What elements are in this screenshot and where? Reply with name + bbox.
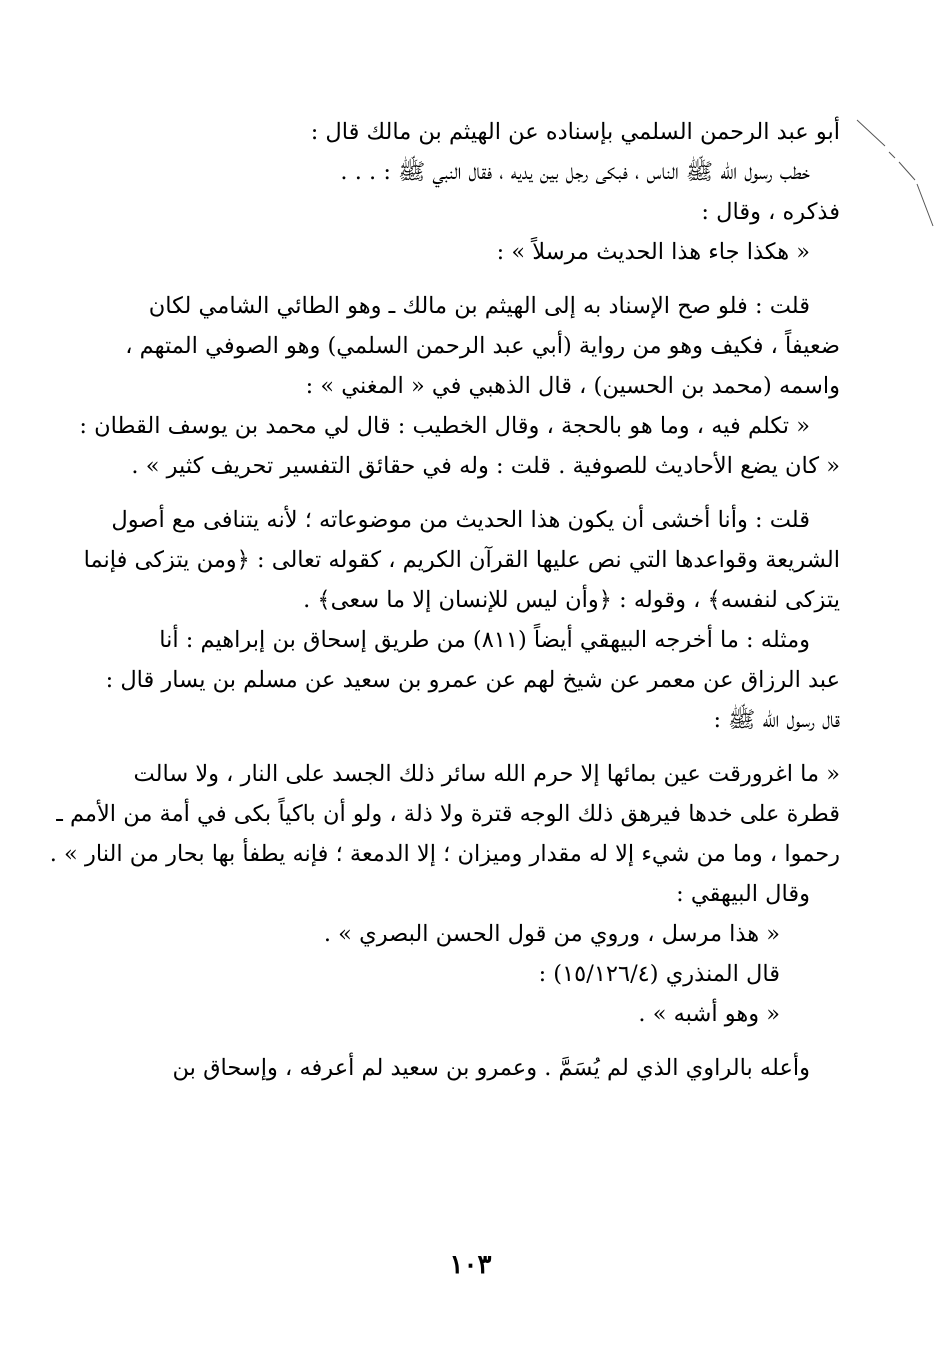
text-line-1: أبو عبد الرحمن السلمي بإسناده عن الهيثم بن مالك قال :	[310, 119, 840, 145]
page-number: ١٠٣	[449, 1250, 492, 1280]
text-line-8: « تكلم فيه ، وما هو بالحجة ، وقال الخطيب : قال لي محمد بن يوسف القطان :	[79, 413, 810, 439]
text-line-4: « هكذا جاء هذا الحديث مرسلاً » :	[496, 239, 810, 265]
text-line-2: خطب رسول الله ﷺ الناس ، فبكى رجل بين يديه ، فقال النبي ﷺ : . . .	[340, 159, 810, 185]
text-line-14: عبد الرزاق عن معمر عن شيخ لهم عن عمرو بن سعيد عن مسلم بن يسار قال :	[105, 667, 840, 693]
text-line-6: ضعيفاً ، فكيف وهو من رواية (أبي عبد الرحمن السلمي) وهو الصوفي المتهم ،	[125, 333, 840, 359]
text-line-20: « هذا مرسل ، وروي من قول الحسن البصري » .	[323, 921, 780, 947]
text-line-9: « كان يضع الأحاديث للصوفية . قلت : وله في حقائق التفسير تحريف كثير » .	[131, 453, 840, 479]
text-line-18: رحموا ، وما من شيء إلا له مقدار وميزان ؛ إلا الدمعة ؛ فإنه يطفأ بها بحار من النار » .	[49, 841, 840, 867]
text-line-7: واسمه (محمد بن الحسين) ، قال الذهبي في « المغني » :	[305, 373, 840, 399]
text-line-10: قلت : وأنا أخشى أن يكون هذا الحديث من موضوعاته ؛ لأنه يتنافى مع أصول	[111, 507, 810, 533]
text-line-22: « وهو أشبه » .	[638, 1001, 780, 1027]
text-line-11: الشريعة وقواعدها التي نص عليها القرآن الكريم ، كقوله تعالى : ﴿ومن يتزكى فإنما	[83, 547, 840, 573]
text-line-21: قال المنذري (١٥/١٢٦/٤) :	[538, 961, 780, 987]
text-line-13: ومثله : ما أخرجه البيهقي أيضاً (٨١١) من طريق إسحاق بن إبراهيم : أنا	[159, 627, 810, 653]
body-text	[49, 112, 840, 1088]
text-line-16: « ما اغرورقت عين بمائها إلا حرم الله سائر ذلك الجسد على النار ، ولا سالت	[133, 761, 840, 787]
text-line-12: يتزكى لنفسه﴾ ، وقوله : ﴿وأن ليس للإنسان إلا ما سعى﴾ .	[303, 587, 840, 613]
text-line-17: قطرة على خدها فيرهق ذلك الوجه قترة ولا ذلة ، ولو أن باكياً بكى في أمة من الأمم ـ	[56, 801, 840, 827]
text-line-5: قلت : فلو صح الإسناد به إلى الهيثم بن مالك ـ وهو الطائي الشامي لكان	[148, 293, 810, 319]
text-line-15: قال رسول الله ﷺ :	[713, 707, 840, 733]
scan-edge-mark	[855, 118, 935, 228]
text-line-23: وأعله بالراوي الذي لم يُسَمَّ . وعمرو بن سعيد لم أعرفه ، وإسحاق بن	[172, 1055, 810, 1081]
text-line-19: وقال البيهقي :	[676, 881, 810, 907]
text-line-3: فذكره ، وقال :	[701, 199, 840, 225]
